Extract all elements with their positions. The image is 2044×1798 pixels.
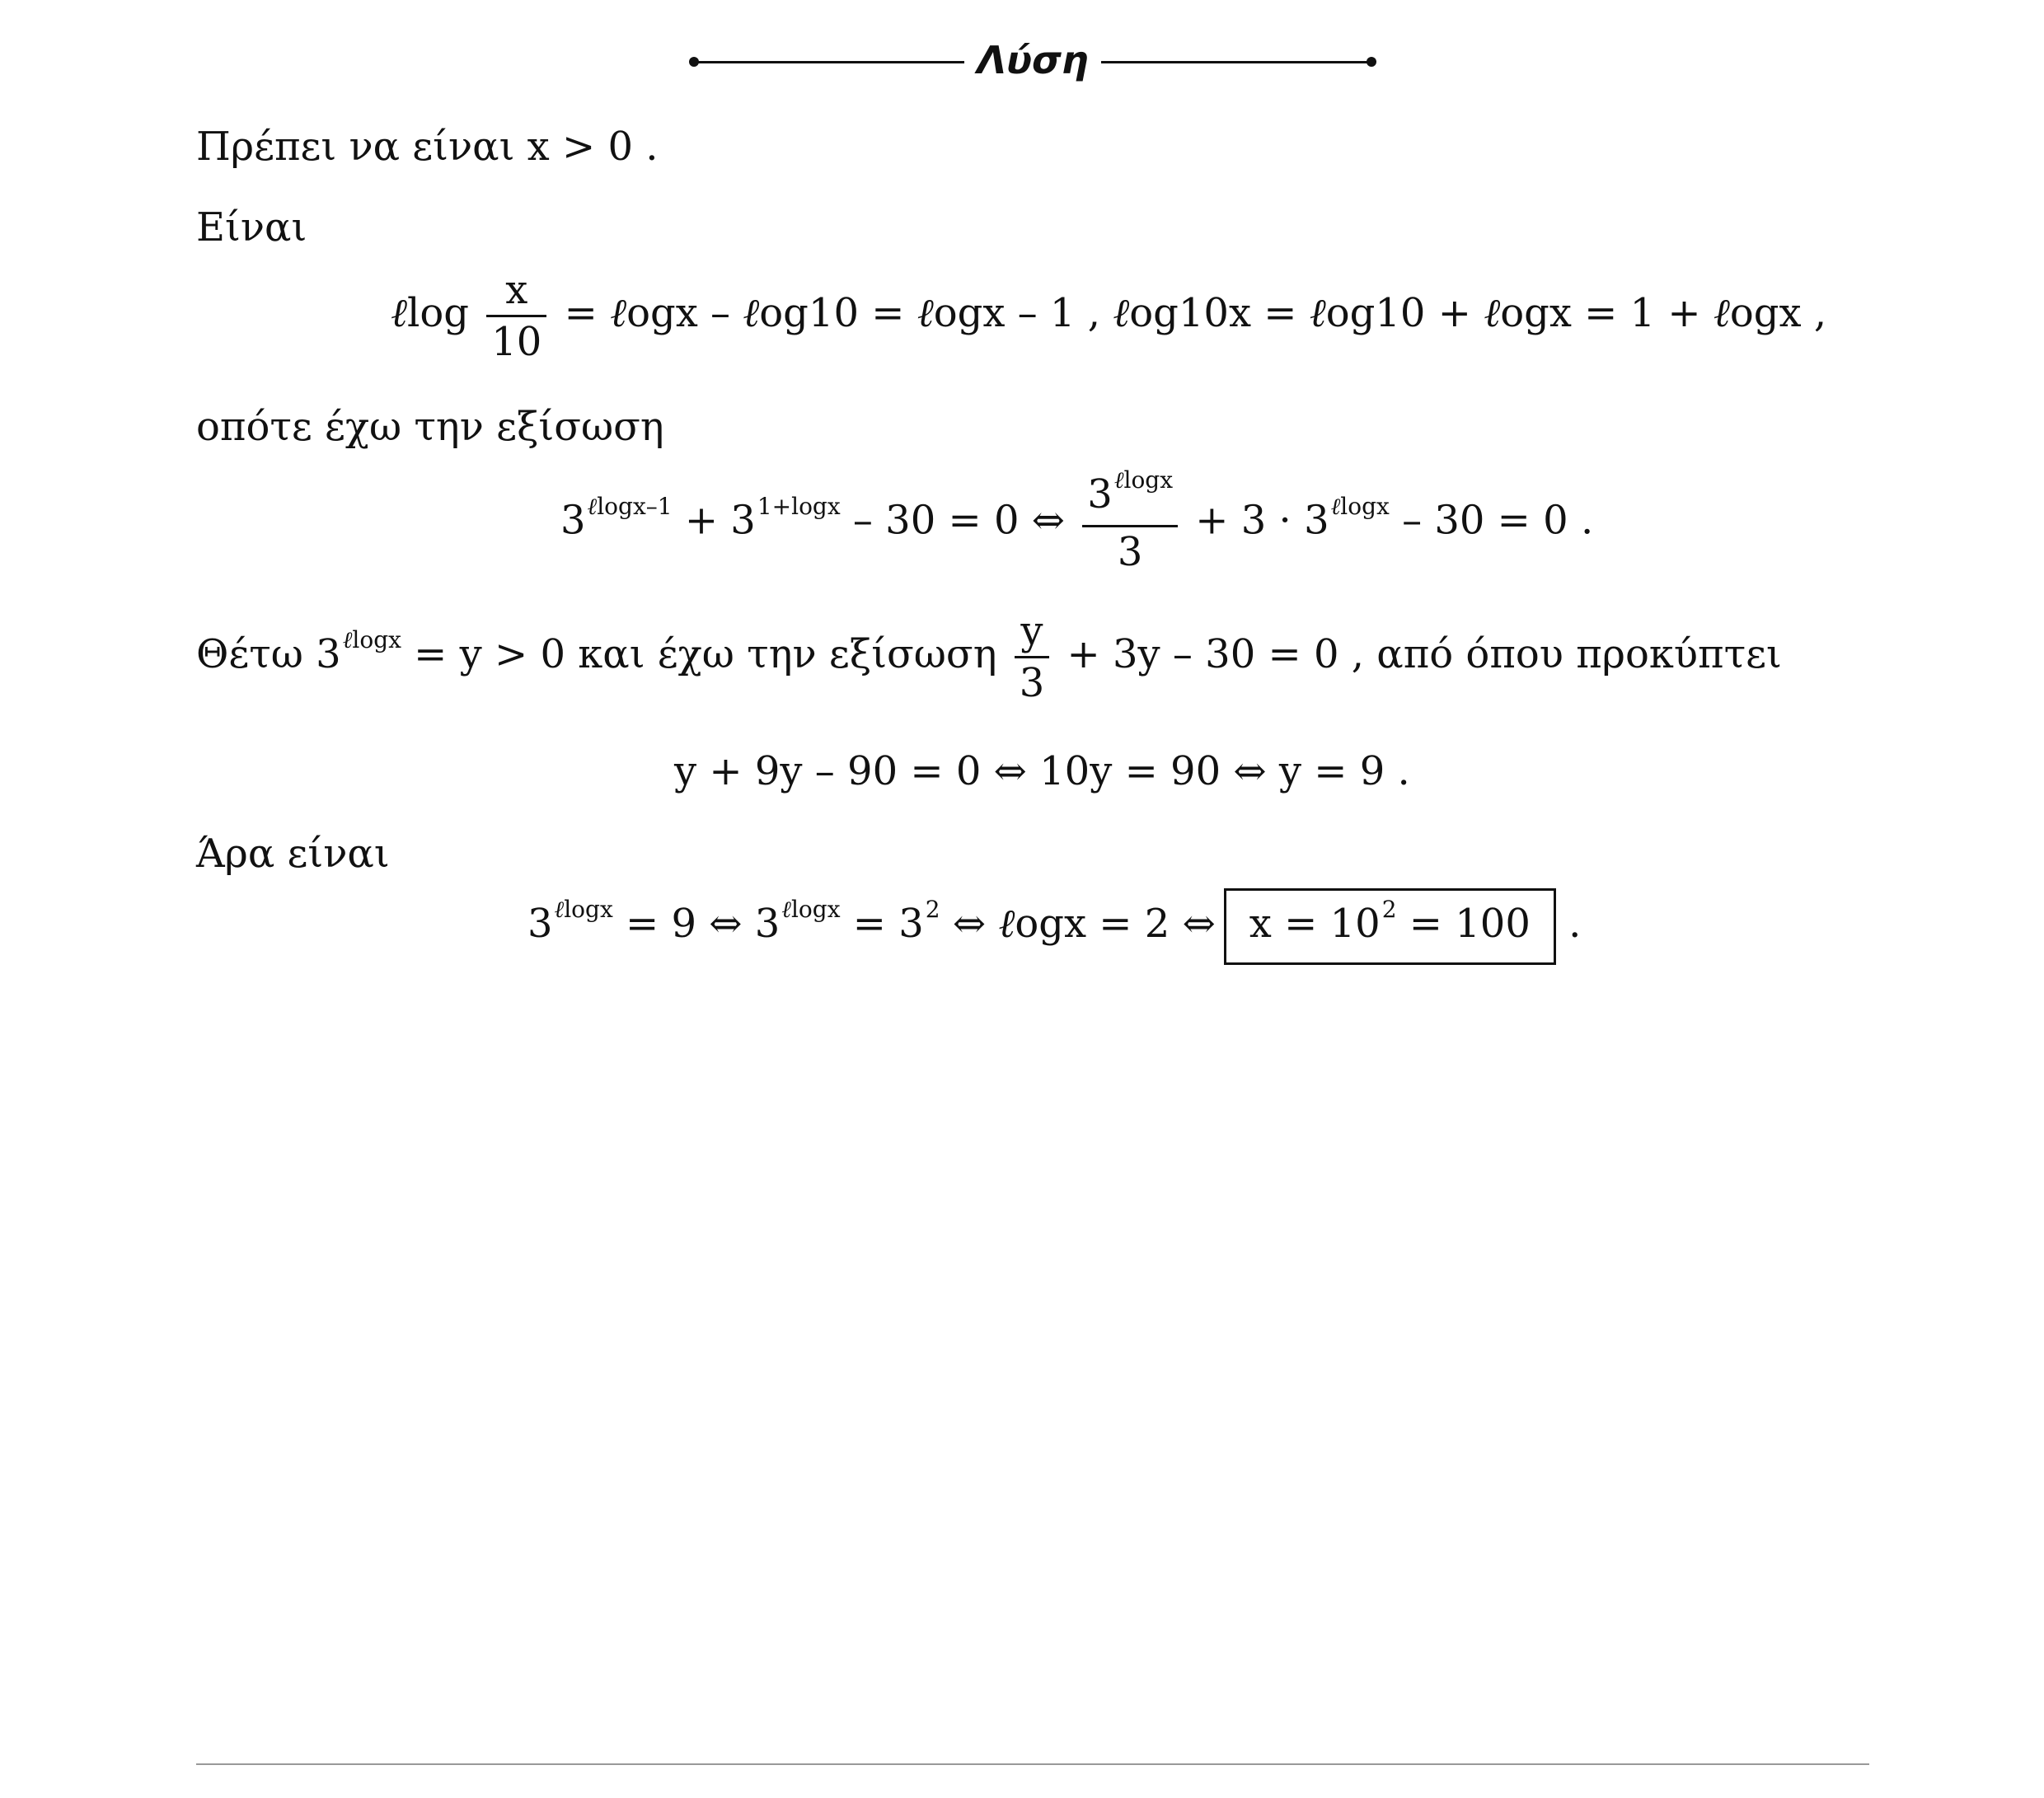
- fraction-numerator: $3^{\ell logx}$: [1087, 466, 1174, 517]
- eq4-end: .: [1555, 901, 1582, 947]
- fraction-denominator: 3: [1015, 656, 1050, 708]
- theto-middle: = y > 0 και έχω την εξίσωση: [401, 631, 1010, 677]
- ell-symbol: ℓ: [1713, 290, 1730, 336]
- eq4-c: = 3: [840, 901, 924, 947]
- fraction-denominator: 10: [486, 315, 546, 367]
- fraction-y-over-3: [1015, 606, 1050, 708]
- eq2-exponent-1: ℓlogx–1: [587, 492, 673, 520]
- ell-symbol: ℓ: [998, 901, 1015, 947]
- eq1-part-h: ogx ,: [1729, 290, 1827, 336]
- eq4-exponent-c: 2: [925, 896, 940, 923]
- opote-line: οπότε έχω την εξίσωση: [196, 404, 664, 450]
- ell-symbol: ℓ: [391, 290, 407, 336]
- eq1-part-e: og10x =: [1129, 290, 1310, 336]
- theto-end: + 3y – 30 = 0 , από όπου προκύπτει: [1054, 631, 1782, 677]
- fraction-numerator: x: [505, 267, 528, 313]
- fraction-power-over-3: [1082, 466, 1178, 577]
- log-prefix: log: [407, 290, 469, 336]
- ell-symbol: ℓ: [917, 290, 934, 336]
- theto-lead: Θέτω 3: [196, 631, 341, 677]
- eq4-exponent-b: ℓlogx: [781, 896, 841, 923]
- eq2-middle: – 30 = 0 ⇔: [840, 497, 1078, 544]
- eq4-e: ogx = 2 ⇔: [1015, 901, 1216, 947]
- section-header: [0, 31, 2044, 89]
- eq1-part-c: og10 =: [759, 290, 917, 336]
- ell-symbol: ℓ: [1484, 290, 1501, 336]
- equation-solve-y: y + 9y – 90 = 0 ⇔ 10y = 90 ⇔ y = 9 .: [674, 748, 1410, 794]
- fraction-numerator: y: [1020, 608, 1043, 654]
- fraction-denominator: 3: [1082, 525, 1178, 577]
- eq2-plus: + 3: [672, 497, 756, 544]
- eq2-exponent-3: ℓlogx: [1330, 492, 1390, 520]
- ell-symbol: ℓ: [743, 290, 760, 336]
- condition-line: Πρέπει να είναι x > 0 .: [196, 124, 659, 170]
- ell-symbol: ℓ: [610, 290, 627, 336]
- ell-symbol: ℓ: [1113, 290, 1130, 336]
- header-dot-right: [1367, 57, 1376, 67]
- eq4-b: = 9 ⇔ 3: [612, 901, 781, 947]
- header-rule-left: [694, 61, 964, 63]
- footer-rule: [196, 1763, 1869, 1765]
- equation-exponential: [560, 466, 1594, 577]
- ara-line: Άρα είναι: [196, 831, 390, 877]
- ell-symbol: ℓ: [1309, 290, 1326, 336]
- eq4-d: ⇔: [940, 901, 999, 947]
- theto-line: [196, 606, 1782, 708]
- eq2-end: – 30 = 0 .: [1389, 497, 1594, 544]
- eq1-part-d: ogx – 1 ,: [933, 290, 1113, 336]
- header-rule-right: [1101, 61, 1371, 63]
- boxed-answer: $x = 10^2 = 100$: [1224, 888, 1556, 965]
- eq2-base: 3: [560, 497, 586, 544]
- eq2-after: + 3 · 3: [1183, 497, 1329, 544]
- equation-log-identities: [391, 265, 1826, 367]
- fraction-x-over-10: [486, 265, 546, 367]
- eq1-part-g: ogx = 1 +: [1500, 290, 1713, 336]
- eq2-exponent-2: 1+logx: [757, 492, 841, 520]
- eq1-part-b: ogx –: [626, 290, 743, 336]
- einai-line: Είναι: [196, 204, 307, 251]
- eq1-part-a: =: [551, 290, 611, 336]
- section-title: Λύση: [977, 38, 1089, 82]
- equation-final: [527, 888, 1581, 965]
- eq4-a: 3: [527, 901, 553, 947]
- eq1-part-f: og10 +: [1325, 290, 1484, 336]
- eq4-exponent-a: ℓlogx: [554, 896, 613, 923]
- theto-exponent: ℓlogx: [342, 626, 401, 653]
